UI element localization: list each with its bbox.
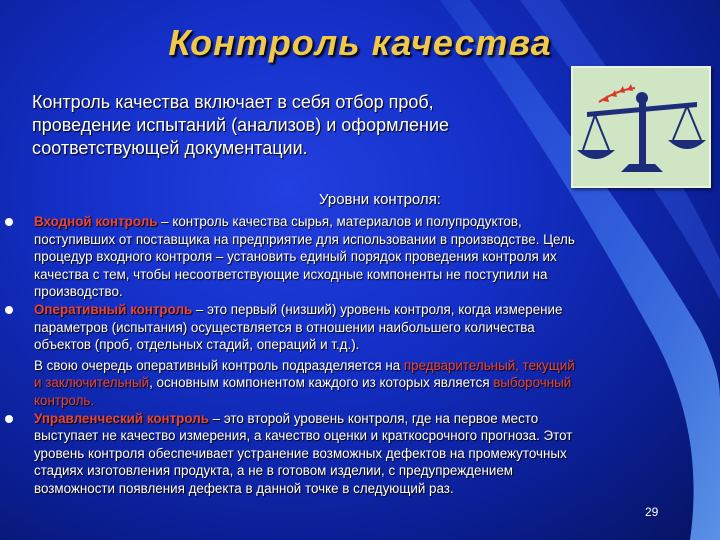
list-line: производство. bbox=[34, 284, 123, 300]
bullet-dot bbox=[5, 306, 13, 314]
list-line: параметров (испытания) осуществляется в отношении наибольшего количества bbox=[34, 319, 535, 335]
list-line: качества с тем, чтобы несоответствующие исходные компоненты не поступили на bbox=[34, 266, 548, 282]
intro-line: Контроль качества включает в себя отбор проб, bbox=[32, 92, 434, 112]
slide-title: Контроль качества bbox=[168, 22, 552, 63]
term-input-control: Входной контроль bbox=[34, 214, 158, 229]
list-line: стадиях изготовления продукта, а не в готовом изделии, с предупреждением bbox=[34, 463, 513, 479]
list-item bbox=[34, 301, 684, 354]
intro-text bbox=[32, 91, 572, 160]
list-line: процедур входного контроля – установить единый порядок проведения контроля их bbox=[34, 249, 557, 265]
term-operative-control: Оперативный контроль bbox=[34, 301, 193, 317]
page-number: 29 bbox=[645, 505, 659, 519]
sub-paragraph bbox=[34, 357, 684, 410]
scales-icon bbox=[573, 68, 709, 186]
list-line: контроль. bbox=[34, 392, 95, 408]
list-line: Входной контроль – контроль качества сырья, материалов и полупродуктов, bbox=[34, 214, 522, 229]
scales-illustration bbox=[571, 66, 711, 188]
levels-list bbox=[34, 213, 684, 498]
list-item bbox=[34, 410, 684, 498]
list-line: возможности появления дефекта в данной точке в следующий раз. bbox=[34, 480, 454, 496]
list-line: поступивших от поставщика на предприятие для использовании в производстве. Цель bbox=[34, 231, 575, 247]
list-line: объектов (проб, отдельных стадий, операций и т.д.). bbox=[34, 337, 360, 353]
list-line: Оперативный контроль – это первый (низший) уровень контроля, когда измерение bbox=[34, 301, 563, 317]
term-management-control: Управленческий контроль bbox=[34, 410, 209, 426]
bullet-dot bbox=[5, 218, 13, 226]
intro-line: соответствующей документации. bbox=[32, 138, 308, 158]
list-line: уровень контроля обеспечивает устранение возможных дефектов на промежуточных bbox=[34, 445, 567, 461]
list-item bbox=[34, 213, 684, 301]
list-line: В свою очередь оперативный контроль подразделяется на предварительный, текущий bbox=[34, 357, 575, 373]
intro-line: проведение испытаний (анализов) и оформление bbox=[32, 115, 450, 135]
bullet-dot bbox=[5, 415, 13, 423]
levels-heading: Уровни контроля: bbox=[319, 191, 441, 208]
list-line: выступает не качество измерения, а качество оценки и краткосрочного прогноза. Этот bbox=[34, 428, 573, 444]
list-line: Управленческий контроль – это второй уровень контроля, где на первое место bbox=[34, 410, 539, 426]
list-line: и заключительный, основным компонентом каждого из которых является выборочный bbox=[34, 375, 572, 391]
